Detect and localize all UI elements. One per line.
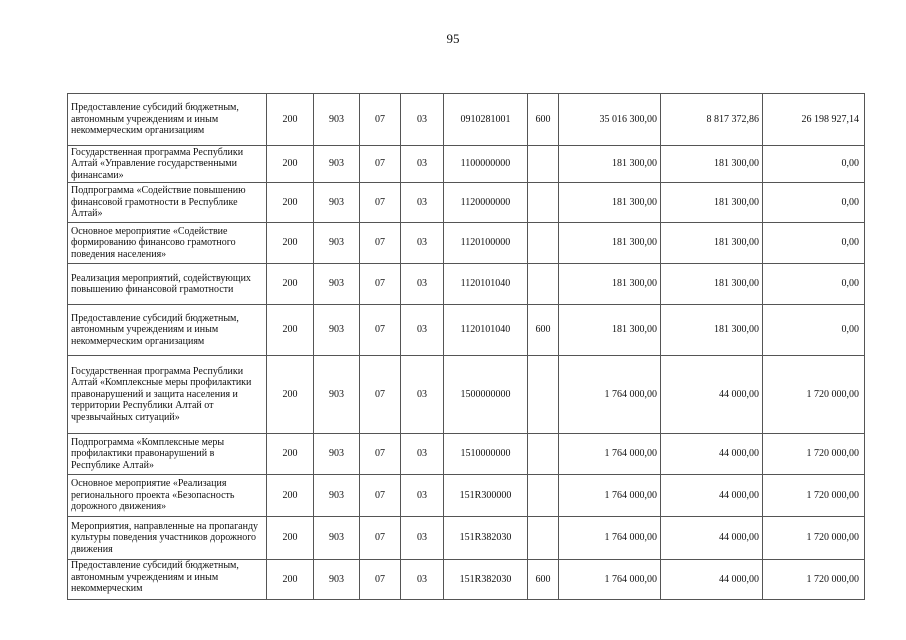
row-sum-1: 1 764 000,00 (559, 434, 661, 475)
budget-table (67, 93, 865, 600)
row-sum-2: 44 000,00 (661, 356, 763, 434)
row-name: Подпрограмма «Комплексные меры профилактики правонарушений в Республике Алтай» (68, 434, 267, 475)
row-expense-type (528, 356, 559, 434)
row-sum-3: 0,00 (763, 146, 865, 183)
row-sum-2: 44 000,00 (661, 560, 763, 600)
row-section: 07 (360, 475, 401, 517)
row-code: 200 (267, 475, 314, 517)
table-row (68, 517, 865, 560)
row-target-article: 1120101040 (444, 264, 528, 305)
row-subsection: 03 (401, 305, 444, 356)
table-row (68, 264, 865, 305)
row-target-article: 151R382030 (444, 517, 528, 560)
row-sum-2: 44 000,00 (661, 517, 763, 560)
row-name: Подпрограмма «Содействие повышению финансовой грамотности в Республике Алтай» (68, 183, 267, 223)
row-subsection: 03 (401, 264, 444, 305)
row-code: 200 (267, 356, 314, 434)
row-target-article: 0910281001 (444, 94, 528, 146)
row-section: 07 (360, 94, 401, 146)
row-target-article: 1120000000 (444, 183, 528, 223)
row-ministry: 903 (314, 517, 360, 560)
table-row (68, 94, 865, 146)
row-target-article: 151R300000 (444, 475, 528, 517)
row-target-article: 1500000000 (444, 356, 528, 434)
row-sum-2: 181 300,00 (661, 223, 763, 264)
row-ministry: 903 (314, 475, 360, 517)
row-ministry: 903 (314, 146, 360, 183)
row-ministry: 903 (314, 223, 360, 264)
row-section: 07 (360, 356, 401, 434)
row-name: Основное мероприятие «Содействие формированию финансово грамотного поведения населения» (68, 223, 267, 264)
row-expense-type: 600 (528, 560, 559, 600)
table-row (68, 434, 865, 475)
row-target-article: 1100000000 (444, 146, 528, 183)
row-expense-type (528, 264, 559, 305)
table-row (68, 475, 865, 517)
row-subsection: 03 (401, 183, 444, 223)
row-section: 07 (360, 560, 401, 600)
row-subsection: 03 (401, 434, 444, 475)
row-name: Предоставление субсидий бюджетным, автономным учреждениям и иным некоммерческим организациям (68, 305, 267, 356)
row-code: 200 (267, 223, 314, 264)
row-code: 200 (267, 305, 314, 356)
row-target-article: 1510000000 (444, 434, 528, 475)
row-target-article: 1120100000 (444, 223, 528, 264)
row-sum-1: 181 300,00 (559, 183, 661, 223)
table-row (68, 560, 865, 600)
row-sum-1: 1 764 000,00 (559, 356, 661, 434)
row-name: Государственная программа Республики Алтай «Управление государственными финансами» (68, 146, 267, 183)
row-expense-type (528, 183, 559, 223)
table-row (68, 146, 865, 183)
row-sum-1: 181 300,00 (559, 264, 661, 305)
row-code: 200 (267, 264, 314, 305)
row-section: 07 (360, 305, 401, 356)
row-sum-3: 1 720 000,00 (763, 434, 865, 475)
row-sum-2: 181 300,00 (661, 183, 763, 223)
table-row (68, 223, 865, 264)
row-sum-1: 181 300,00 (559, 146, 661, 183)
row-sum-3: 0,00 (763, 305, 865, 356)
row-ministry: 903 (314, 183, 360, 223)
row-sum-1: 1 764 000,00 (559, 475, 661, 517)
page-number: 95 (446, 31, 460, 46)
row-sum-2: 181 300,00 (661, 146, 763, 183)
row-target-article: 1120101040 (444, 305, 528, 356)
row-code: 200 (267, 517, 314, 560)
row-code: 200 (267, 146, 314, 183)
row-expense-type (528, 146, 559, 183)
row-sum-3: 0,00 (763, 264, 865, 305)
row-name: Предоставление субсидий бюджетным, автономным учреждениям и иным некоммерческим организациям (68, 94, 267, 146)
row-ministry: 903 (314, 264, 360, 305)
row-sum-2: 44 000,00 (661, 475, 763, 517)
row-sum-1: 181 300,00 (559, 305, 661, 356)
row-name: Реализация мероприятий, содействующих повышению финансовой грамотности (68, 264, 267, 305)
row-sum-1: 181 300,00 (559, 223, 661, 264)
row-sum-3: 1 720 000,00 (763, 517, 865, 560)
row-subsection: 03 (401, 356, 444, 434)
row-section: 07 (360, 264, 401, 305)
row-sum-2: 44 000,00 (661, 434, 763, 475)
row-sum-1: 35 016 300,00 (559, 94, 661, 146)
row-code: 200 (267, 183, 314, 223)
row-ministry: 903 (314, 305, 360, 356)
row-subsection: 03 (401, 146, 444, 183)
row-section: 07 (360, 146, 401, 183)
row-sum-2: 181 300,00 (661, 264, 763, 305)
row-code: 200 (267, 94, 314, 146)
row-name: Государственная программа Республики Алтай «Комплексные меры профилактики правонарушений и защита населения и территории Республики Алтай от чрезвычайных ситуаций» (68, 356, 267, 434)
row-name: Предоставление субсидий бюджетным, автономным учреждениям и иным некоммерческим (68, 560, 267, 600)
row-subsection: 03 (401, 94, 444, 146)
row-section: 07 (360, 517, 401, 560)
row-code: 200 (267, 560, 314, 600)
row-sum-1: 1 764 000,00 (559, 560, 661, 600)
row-ministry: 903 (314, 434, 360, 475)
row-section: 07 (360, 223, 401, 264)
row-expense-type: 600 (528, 94, 559, 146)
row-sum-3: 1 720 000,00 (763, 356, 865, 434)
row-sum-1: 1 764 000,00 (559, 517, 661, 560)
row-name: Мероприятия, направленные на пропаганду культуры поведения участников дорожного движения (68, 517, 267, 560)
row-subsection: 03 (401, 560, 444, 600)
row-ministry: 903 (314, 356, 360, 434)
row-subsection: 03 (401, 517, 444, 560)
row-section: 07 (360, 183, 401, 223)
row-expense-type (528, 434, 559, 475)
row-name: Основное мероприятие «Реализация регионального проекта «Безопасность дорожного движения» (68, 475, 267, 517)
row-sum-3: 26 198 927,14 (763, 94, 865, 146)
row-target-article: 151R382030 (444, 560, 528, 600)
table-row (68, 356, 865, 434)
row-ministry: 903 (314, 94, 360, 146)
row-subsection: 03 (401, 475, 444, 517)
row-expense-type (528, 517, 559, 560)
row-sum-3: 1 720 000,00 (763, 560, 865, 600)
row-section: 07 (360, 434, 401, 475)
table-row (68, 305, 865, 356)
row-expense-type: 600 (528, 305, 559, 356)
row-ministry: 903 (314, 560, 360, 600)
table-row (68, 183, 865, 223)
row-sum-3: 0,00 (763, 183, 865, 223)
row-sum-2: 181 300,00 (661, 305, 763, 356)
row-subsection: 03 (401, 223, 444, 264)
row-expense-type (528, 475, 559, 517)
row-sum-3: 1 720 000,00 (763, 475, 865, 517)
row-code: 200 (267, 434, 314, 475)
row-expense-type (528, 223, 559, 264)
row-sum-3: 0,00 (763, 223, 865, 264)
row-sum-2: 8 817 372,86 (661, 94, 763, 146)
